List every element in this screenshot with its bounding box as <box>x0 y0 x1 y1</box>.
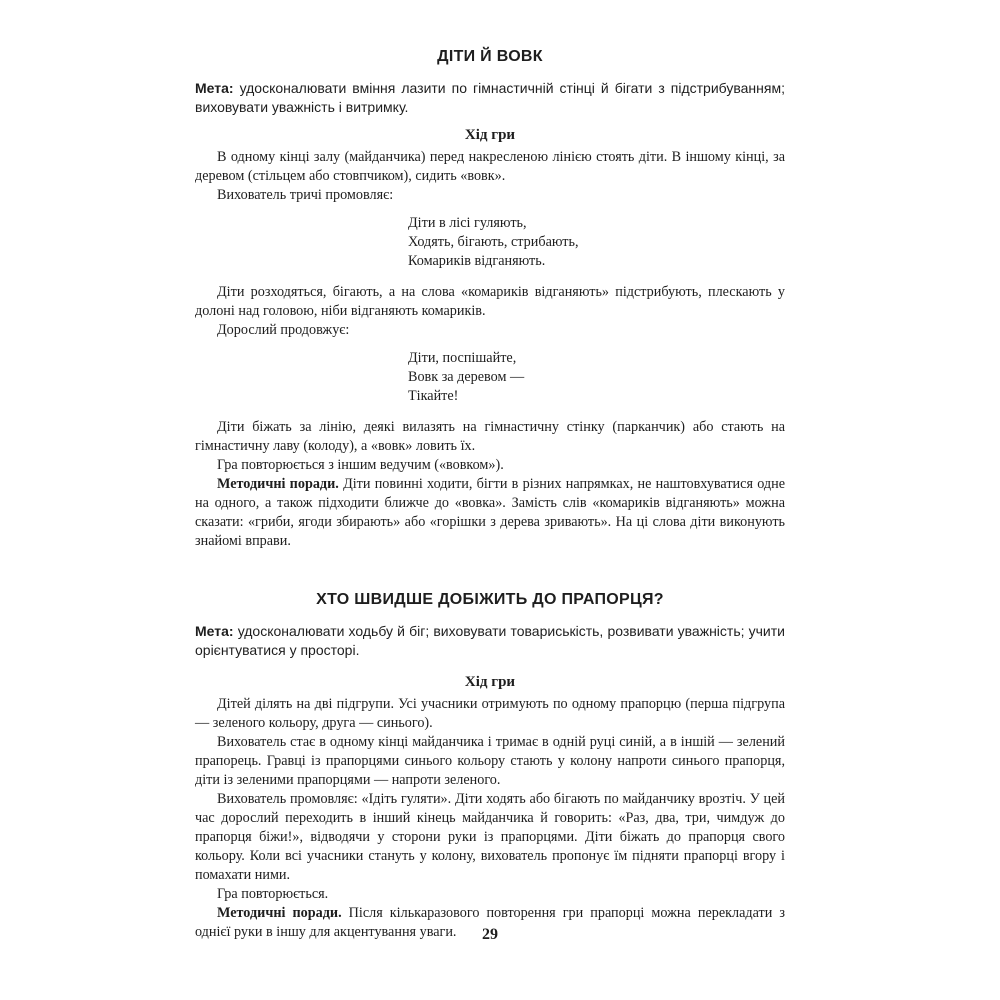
book-page <box>195 40 785 942</box>
game-procedure-heading: Хід гри <box>464 127 516 143</box>
paragraph: Гра повторюється. <box>217 886 329 902</box>
goal-label: Мета: <box>195 80 234 96</box>
game-title-who-runs-faster: ХТО ШВИДШЕ ДОБІЖИТЬ ДО ПРАПОРЦЯ? <box>316 591 664 608</box>
verse-line: Комариків відганяють. <box>408 253 546 269</box>
paragraph: Вихователь стає в одному кінці майданчика і тримає в одній руці синій, а в іншій — зелений прапорець. Гравці із прапорцями синього кольору стають у колону напроти синього прапорця, діти із зеленими прапорцями — напроти зеленого. <box>195 734 785 788</box>
tips-label: Методичні поради. <box>217 905 342 921</box>
goal-paragraph <box>195 79 785 117</box>
paragraph: Діти розходяться, бігають, а на слова «комариків відганяють» підстрибують, плескають у долоні над головою, ніби відганяють комариків. <box>195 284 785 319</box>
paragraph: Вихователь промовляє: «Ідіть гуляти». Діти ходять або бігають по майданчику врозтіч. У цей час дорослий переходить в інший кінець майданчика й говорить: «Раз, два, три, чимдуж до прапорця біжи!», відводячи у сторони руки із прапорцями. Діти біжать до прапорця свого кольору. Коли всі учасники стануть у колону, вихователь пропонує їм підняти прапорці вгору і помахати ними. <box>195 791 785 883</box>
tips-text: Діти повинні ходити, бігти в різних напрямках, не наштовхуватися одне на одного, а також підходити ближче до «вовка». Замість слів «комариків відганяють» можна сказати: «гриби, ягоди збирають» або «горішки з дерева зривають». На ці слова діти виконують знайомі вправи. <box>195 476 785 549</box>
methodical-tips <box>195 475 785 551</box>
paragraph: Діти біжать за лінію, деякі вилазять на гімнастичну стінку (парканчик) або стають на гімнастичну лаву (колоду), а «вовк» ловить їх. <box>195 419 785 454</box>
page-number: 29 <box>482 926 498 943</box>
paragraph: Дорослий продовжує: <box>217 322 350 338</box>
paragraph: Гра повторюється з іншим ведучим («вовком»). <box>217 457 504 473</box>
paragraph: Дітей ділять на дві підгрупи. Усі учасники отримують по одному прапорцю (перша підгрупа — зеленого кольору, друга — синього). <box>195 696 785 731</box>
goal-text: удосконалювати вміння лазити по гімнастичній стінці й бігати з підстрибуванням; виховувати уважність і витримку. <box>195 80 785 115</box>
goal-label: Мета: <box>195 623 234 639</box>
tips-label: Методичні поради. <box>217 476 339 492</box>
verse <box>195 214 785 271</box>
paragraph: В одному кінці залу (майданчика) перед накресленою лінією стоять діти. В іншому кінці, за деревом (стільцем або стовпчиком), сидить «вовк». <box>195 149 785 184</box>
verse-line: Діти в лісі гуляють, <box>408 215 527 231</box>
game-title-children-and-wolf: ДІТИ Й ВОВК <box>437 48 543 65</box>
verse-line: Тікайте! <box>408 388 459 404</box>
game-procedure-heading: Хід гри <box>464 674 516 690</box>
goal-text: удосконалювати ходьбу й біг; виховувати товариськість, розвивати уважність; учити орієнтуватися у просторі. <box>195 623 785 658</box>
verse-line: Діти, поспішайте, <box>408 350 517 366</box>
verse-line: Вовк за деревом — <box>408 369 525 385</box>
paragraph: Вихователь тричі промовляє: <box>217 187 394 203</box>
verse <box>195 349 785 406</box>
tips-text: Після кількаразового повторення гри прапорці можна перекладати з однієї руки в іншу для акцентування уваги. <box>195 905 785 940</box>
verse-line: Ходять, бігають, стрибають, <box>408 234 579 250</box>
goal-paragraph <box>195 622 785 660</box>
